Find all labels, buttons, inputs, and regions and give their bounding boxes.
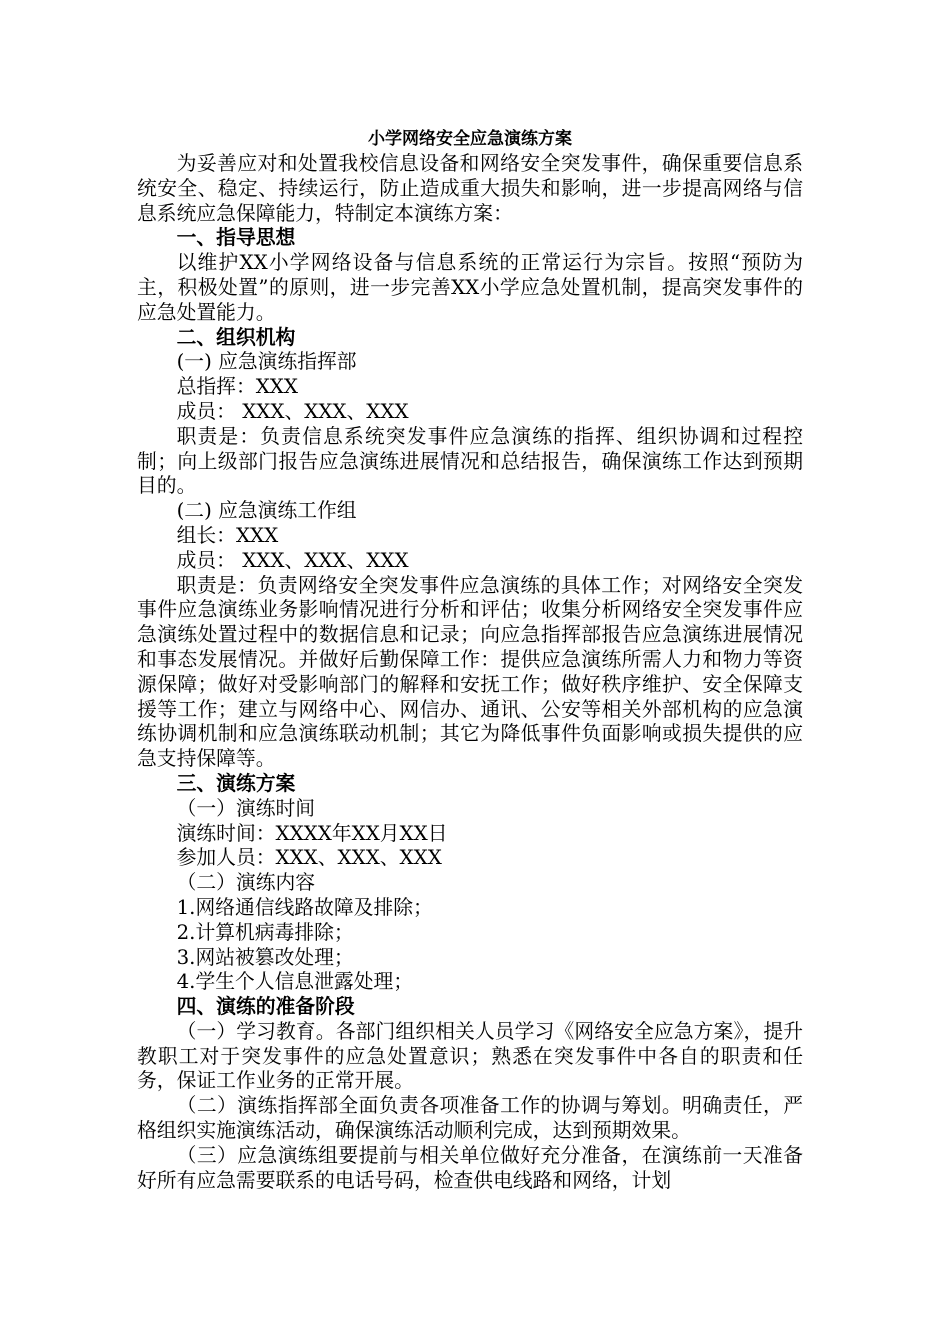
preparation-paragraph-3: （三）应急演练组要提前与相关单位做好充分准备，在演练前一天准备好所有应急需要联系的电话号码，检查供电线路和网络，计划 bbox=[137, 1143, 803, 1192]
guiding-ideology-paragraph: 以维护XX小学网络设备与信息系统的正常运行为宗旨。按照“预防为主，积极处置”的原则，进一步完善XX小学应急处置机制，提高突发事件的应急处置能力。 bbox=[137, 251, 803, 324]
drill-item: 2.计算机病毒排除； bbox=[176, 920, 354, 944]
participants-line: 参加人员：XXX、XXX、XXX bbox=[176, 846, 442, 870]
group-leader-line: 组长：XXX bbox=[176, 523, 279, 547]
preparation-paragraph-1: （一）学习教育。各部门组织相关人员学习《网络安全应急方案》，提升教职工对于突发事件的应急处置意识；熟悉在突发事件中各自的职责和任务，保证工作业务的正常开展。 bbox=[137, 1019, 803, 1093]
drill-item: 3.网站被篡改处理； bbox=[176, 945, 354, 969]
preparation-paragraph-2: （二）演练指挥部全面负责各项准备工作的协调与筹划。明确责任，严格组织实施演练活动，确保演练活动顺利完成，达到预期效果。 bbox=[137, 1094, 803, 1143]
subheading-command-center: (一) 应急演练指挥部 bbox=[176, 350, 357, 374]
intro-paragraph: 为妥善应对和处置我校信息设备和网络安全突发事件，确保重要信息系统安全、稳定、持续运行，防止造成重大损失和影响，进一步提高网络与信息系统应急保障能力，特制定本演练方案： bbox=[137, 152, 803, 225]
command-duty-paragraph: 职责是：负责信息系统突发事件应急演练的指挥、组织协调和过程控制；向上级部门报告应急演练进展情况和总结报告，确保演练工作达到预期目的。 bbox=[137, 424, 803, 498]
document-body bbox=[137, 126, 803, 1193]
section-heading-preparation: 四、演练的准备阶段 bbox=[176, 995, 355, 1019]
group-duty-paragraph: 职责是：负责网络安全突发事件应急演练的具体工作；对网络安全突发事件应急演练业务影响情况进行分析和评估；收集分析网络安全突发事件应急演练处置过程中的数据信息和记录；向应急指挥部报告应急演练进展情况和事态发展情况。并做好后勤保障工作：提供应急演练所需人力和物力等资源保障；做好对受影响部门的解释和安抚工作；做好秩序维护、安全保障支援等工作；建立与网络中心、网信办、通讯、公安等相关外部机构的应急演练协调机制和应急演练联动机制；其它为降低事件负面影响或损失提供的应急支持保障等。 bbox=[137, 573, 803, 771]
drill-item: 4.学生个人信息泄露处理； bbox=[176, 970, 414, 994]
section-heading-organization: 二、组织机构 bbox=[176, 325, 296, 349]
subheading-drill-time: （一）演练时间 bbox=[176, 796, 316, 820]
section-heading-drill-plan: 三、演练方案 bbox=[176, 771, 296, 795]
section-heading-guiding-ideology: 一、指导思想 bbox=[176, 226, 296, 250]
subheading-work-group: (二) 应急演练工作组 bbox=[176, 499, 357, 523]
command-members-line: 成员： XXX、XXX、XXX bbox=[176, 399, 409, 423]
drill-item: 1.网络通信线路故障及排除； bbox=[176, 895, 433, 919]
subheading-drill-content: （二）演练内容 bbox=[176, 871, 316, 895]
commander-line: 总指挥：XXX bbox=[176, 375, 298, 399]
drill-time-line: 演练时间：XXXX年XX月XX日 bbox=[176, 821, 448, 845]
group-members-line: 成员： XXX、XXX、XXX bbox=[176, 548, 409, 572]
document-title: 小学网络安全应急演练方案 bbox=[368, 129, 572, 149]
